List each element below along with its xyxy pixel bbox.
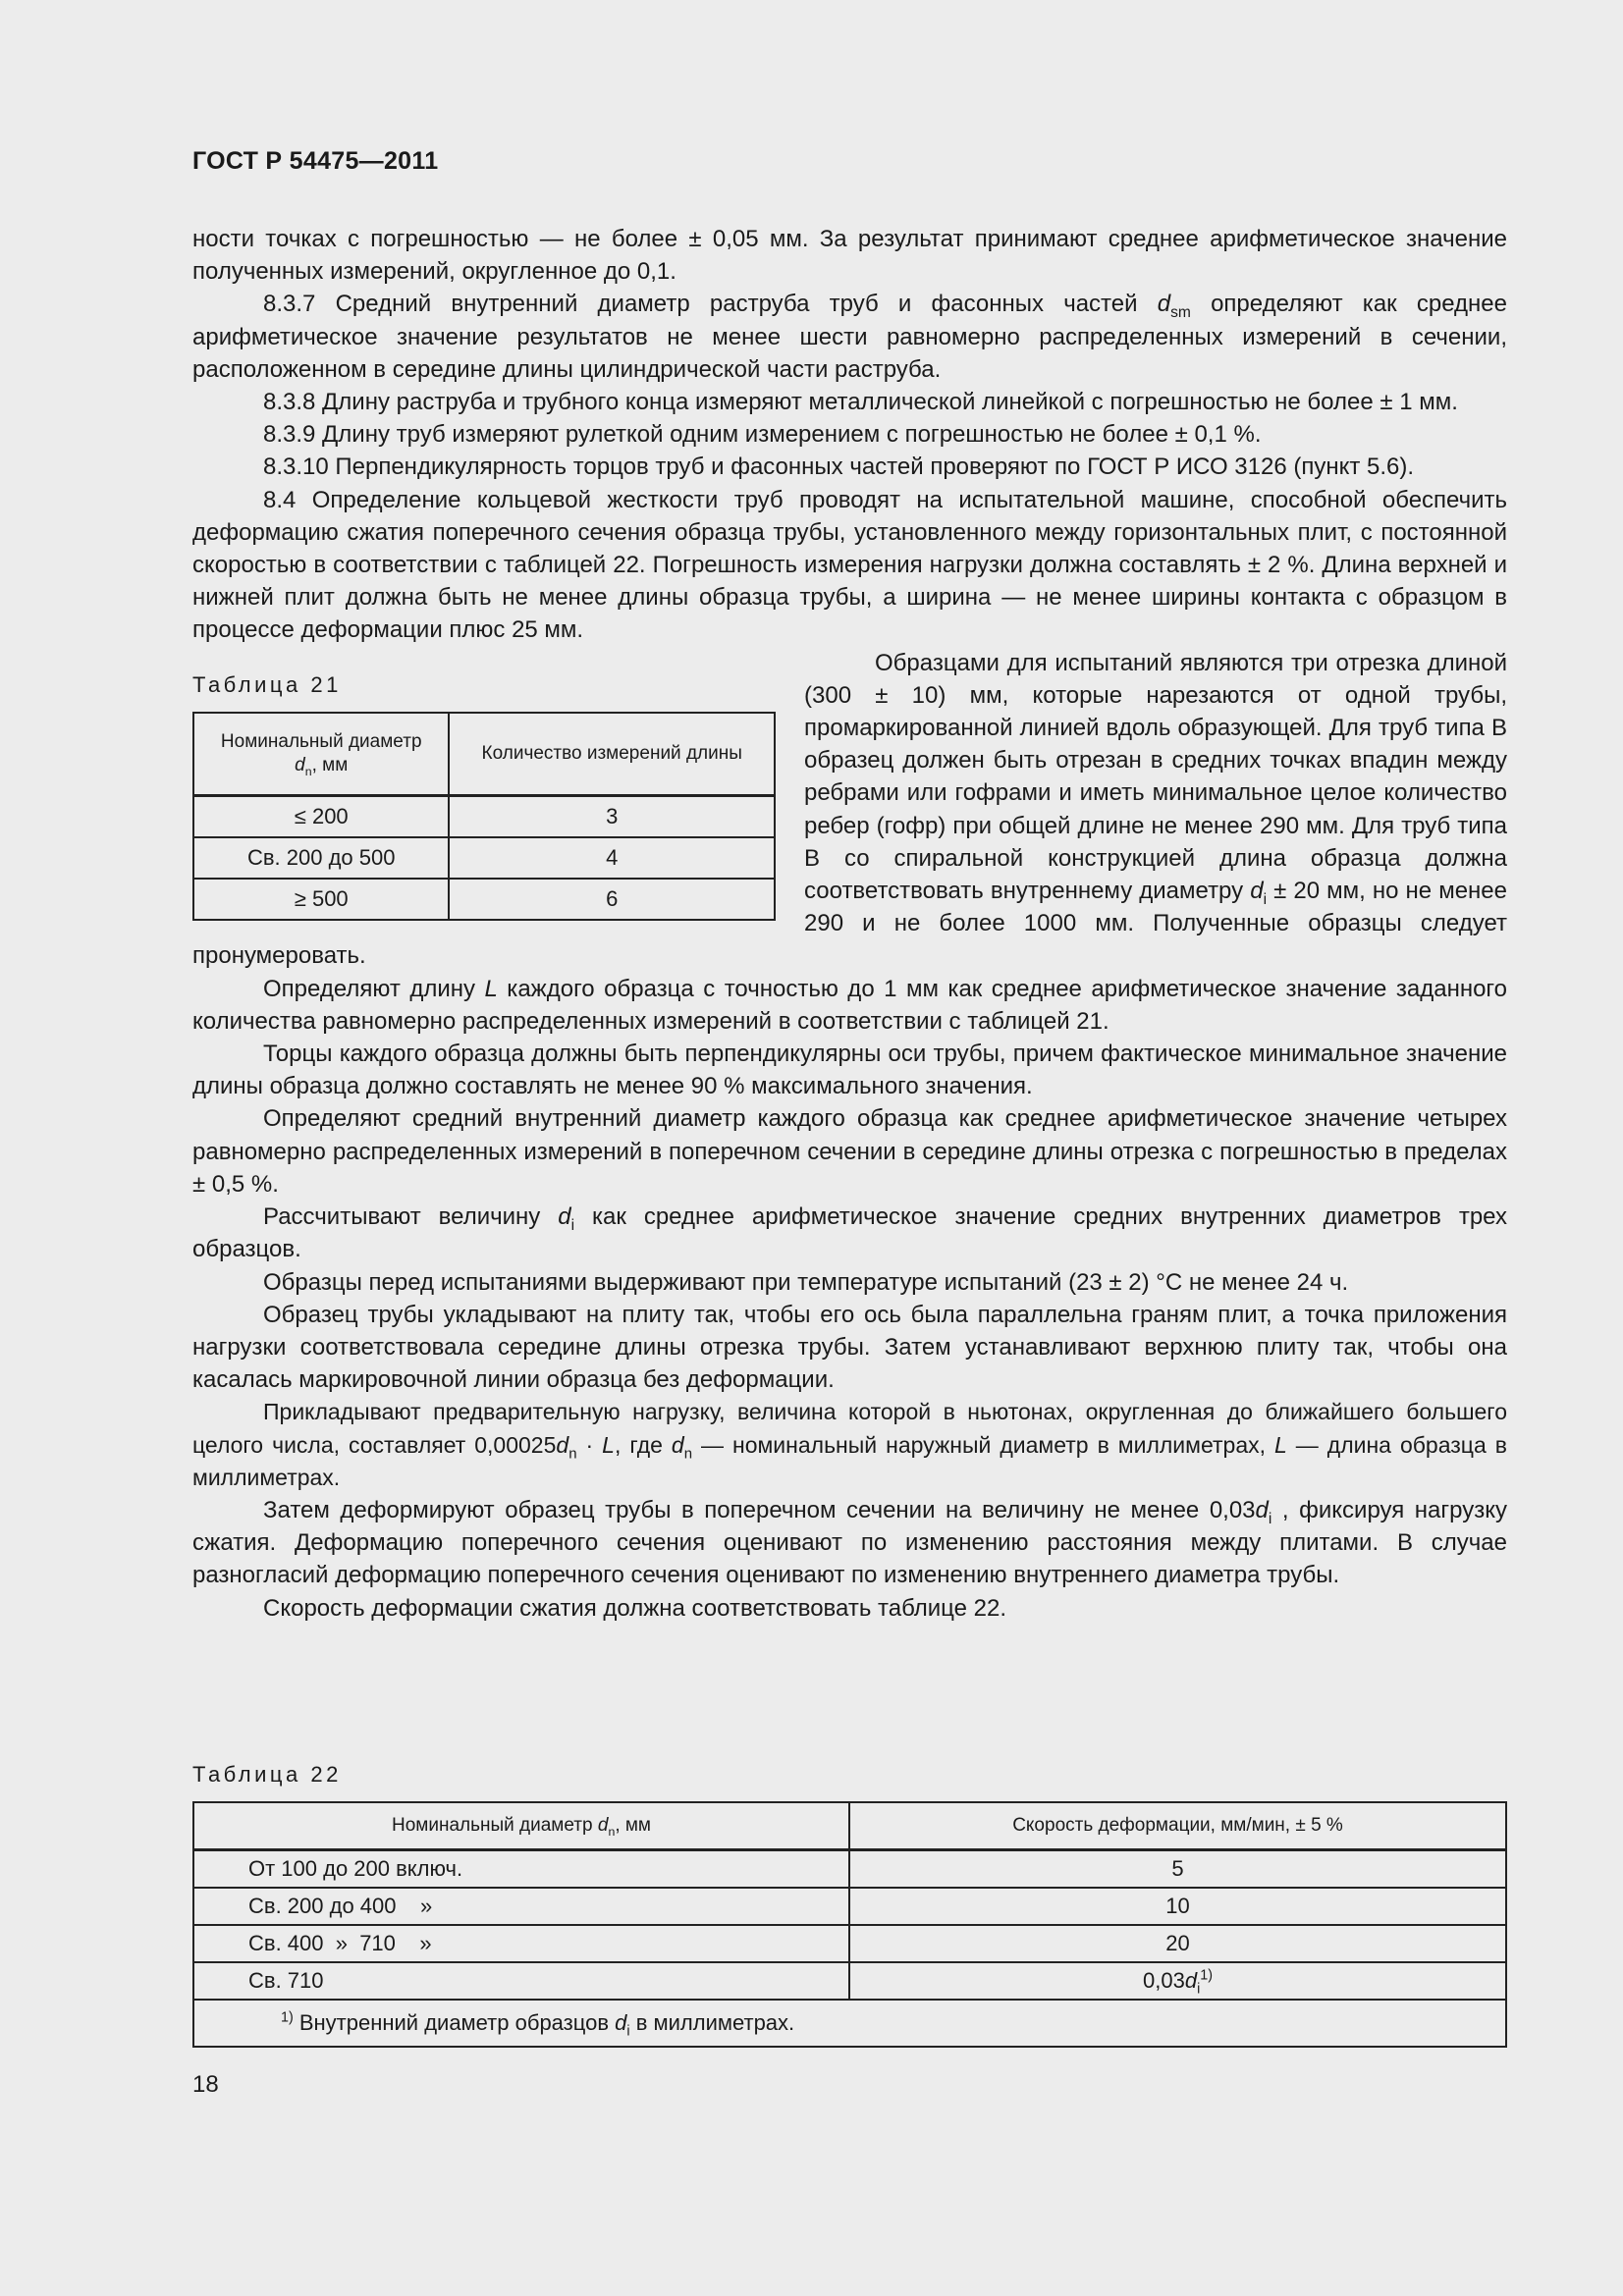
- paragraph-8-3-7: 8.3.7 Средний внутренний диаметр раструба труб и фасонных частей $d_{sm}$ определяют как среднее арифметическое значение результатов не менее шести равномерно распределенных измерений в сечении, расположенном в середине длины цилиндрической части раструба.: [192, 291, 1508, 383]
- table-cell: 6: [449, 879, 775, 920]
- table-cell: ≥ 500: [193, 879, 449, 920]
- table-21: [192, 712, 776, 921]
- table-21-caption: Таблица 21: [192, 671, 342, 697]
- paragraph-length: Определяют длину L каждого образца с точностью до 1 мм как среднее арифметическое значение заданного количества равномерно распределенных измерений в соответствии с таблицей 21.: [192, 975, 1507, 1035]
- document-header: ГОСТ Р 54475—2011: [192, 147, 439, 175]
- table-21-header-diameter: Номинальный диаметр $d_n$, мм: [193, 713, 449, 796]
- table-22-block: [192, 1760, 1508, 2048]
- table-22-footnote: $^{1)}$ Внутренний диаметр образцов $d_i$ в миллиметрах.: [193, 2000, 1506, 2047]
- table-cell: От 100 до 200 включ.: [193, 1850, 849, 1889]
- table-cell: $0,03d_i^{1)}$: [849, 1962, 1506, 2000]
- table-cell: Св. 400 » 710 »: [193, 1925, 849, 1962]
- paragraph-calc: Рассчитывают величину $d_i$ как среднее арифметическое значение средних внутренних диаметров трех образцов.: [192, 1203, 1507, 1263]
- table-row: [193, 1888, 1506, 1925]
- table-footnote-row: [193, 2000, 1506, 2047]
- page-number: 18: [192, 2071, 219, 2098]
- table-22: [192, 1801, 1507, 2048]
- paragraph-8-4: 8.4 Определение кольцевой жесткости труб проводят на испытательной машине, способной обеспечить деформацию сжатия поперечного сечения образца трубы, установленного между горизонтальных плит, с постоянной скоростью в соответствии с таблицей 22. Погрешность измерения нагрузки должна составлять ± 2 %. Длина верхней и нижней плит должна быть не менее длины образца трубы, а ширина — не менее ширины контакта с образцом в процессе деформации плюс 25 мм.: [192, 486, 1507, 644]
- table-22-caption: Таблица 22: [192, 1762, 342, 1787]
- paragraph-8-3-10: 8.3.10 Перпендикулярность торцов труб и фасонных частей проверяют по ГОСТ Р ИСО 3126 (пункт 5.6).: [263, 454, 1415, 481]
- paragraph-ends: Торцы каждого образца должны быть перпендикулярны оси трубы, причем фактическое минимальное значение длины образца должно составлять не менее 90 % максимального значения.: [192, 1041, 1507, 1100]
- table-cell: Св. 200 до 500: [193, 837, 449, 879]
- table-cell: 5: [849, 1850, 1506, 1889]
- table-row: [193, 837, 775, 879]
- table-21-block: [192, 670, 780, 921]
- table-cell: 4: [449, 837, 775, 879]
- document-body: [192, 223, 1507, 1625]
- table-22-header-diameter: Номинальный диаметр $d_n$, мм: [193, 1802, 849, 1850]
- paragraph: ности точках с погрешностью — не более ± 0,05 мм. За результат принимают среднее арифметическое значение полученных измерений, округленное до 0,1.: [192, 226, 1507, 286]
- table-cell: Св. 710: [193, 1962, 849, 2000]
- table-cell: 3: [449, 795, 775, 837]
- paragraph-conditioning: Образцы перед испытаниями выдерживают при температуре испытаний (23 ± 2) °С не менее 24 ч.: [263, 1268, 1349, 1296]
- table-cell: Св. 200 до 400 »: [193, 1888, 849, 1925]
- table-cell: ≤ 200: [193, 795, 449, 837]
- table-cell: 10: [849, 1888, 1506, 1925]
- table-row: [193, 795, 775, 837]
- paragraph-deform: Затем деформируют образец трубы в поперечном сечении на величину не менее $0,03d_i$ , фиксируя нагрузку сжатия. Деформацию поперечного сечения оценивают по изменению расстояния между плитами. В случае разногласий деформацию поперечного сечения оценивают по изменению внутреннего диаметра трубы.: [192, 1496, 1507, 1589]
- table-row: [193, 879, 775, 920]
- paragraph-inner-diameter: Определяют средний внутренний диаметр каждого образца как среднее арифметическое значение четырех равномерно распределенных измерений в поперечном сечении в середине длины отрезка с погрешностью в пределах ± 0,5 %.: [192, 1105, 1507, 1198]
- paragraph-8-3-9: 8.3.9 Длину труб измеряют рулеткой одним измерением с погрешностью не более ± 0,1 %.: [263, 421, 1262, 449]
- table-row: [193, 1962, 1506, 2000]
- table-21-header-count: Количество измерений длины: [449, 713, 775, 796]
- paragraph-placement: Образец трубы укладывают на плиту так, чтобы его ось была параллельна граням плит, а точка приложения нагрузки соответствовала середине длины отрезка трубы. Затем устанавливают верхнюю плиту так, чтобы она касалась маркировочной линии образца без деформации.: [192, 1301, 1507, 1394]
- paragraph-samples: Образцами для испытаний являются три отрезка длиной (300 ± 10) мм, которые нарезаются от одной трубы, промаркированной линией вдоль образующей. Для труб типа В образец должен быть отрезан в средних точках впадин между ребрами или гофрами и иметь минимальное целое количество ребер (гофр) при общей длине не менее 290 мм. Для труб типа В со спиральной конструкцией длина образца должна соответствовать внутреннему диаметру $d_i \pm 20$ мм, но не менее 290 и не более 1000 мм. Полученные образцы следует пронумеровать.: [192, 649, 1508, 970]
- table-row: [193, 1850, 1506, 1889]
- table-22-header-speed: Скорость деформации, мм/мин, ± 5 %: [849, 1802, 1506, 1850]
- paragraph-8-3-8: 8.3.8 Длину раструба и трубного конца измеряют металлической линейкой с погрешностью не более ± 1 мм.: [263, 389, 1458, 416]
- paragraph-preload: Прикладывают предварительную нагрузку, величина которой в ньютонах, округленная до ближайшего большего целого числа, составляет $0,00025d_n \cdot L$, где $d_n$ — номинальный наружный диаметр в миллиметрах, L — длина образца в миллиметрах.: [192, 1399, 1507, 1490]
- table-cell: 20: [849, 1925, 1506, 1962]
- paragraph-speed: Скорость деформации сжатия должна соответствовать таблице 22.: [263, 1594, 1007, 1622]
- table-row: [193, 1925, 1506, 1962]
